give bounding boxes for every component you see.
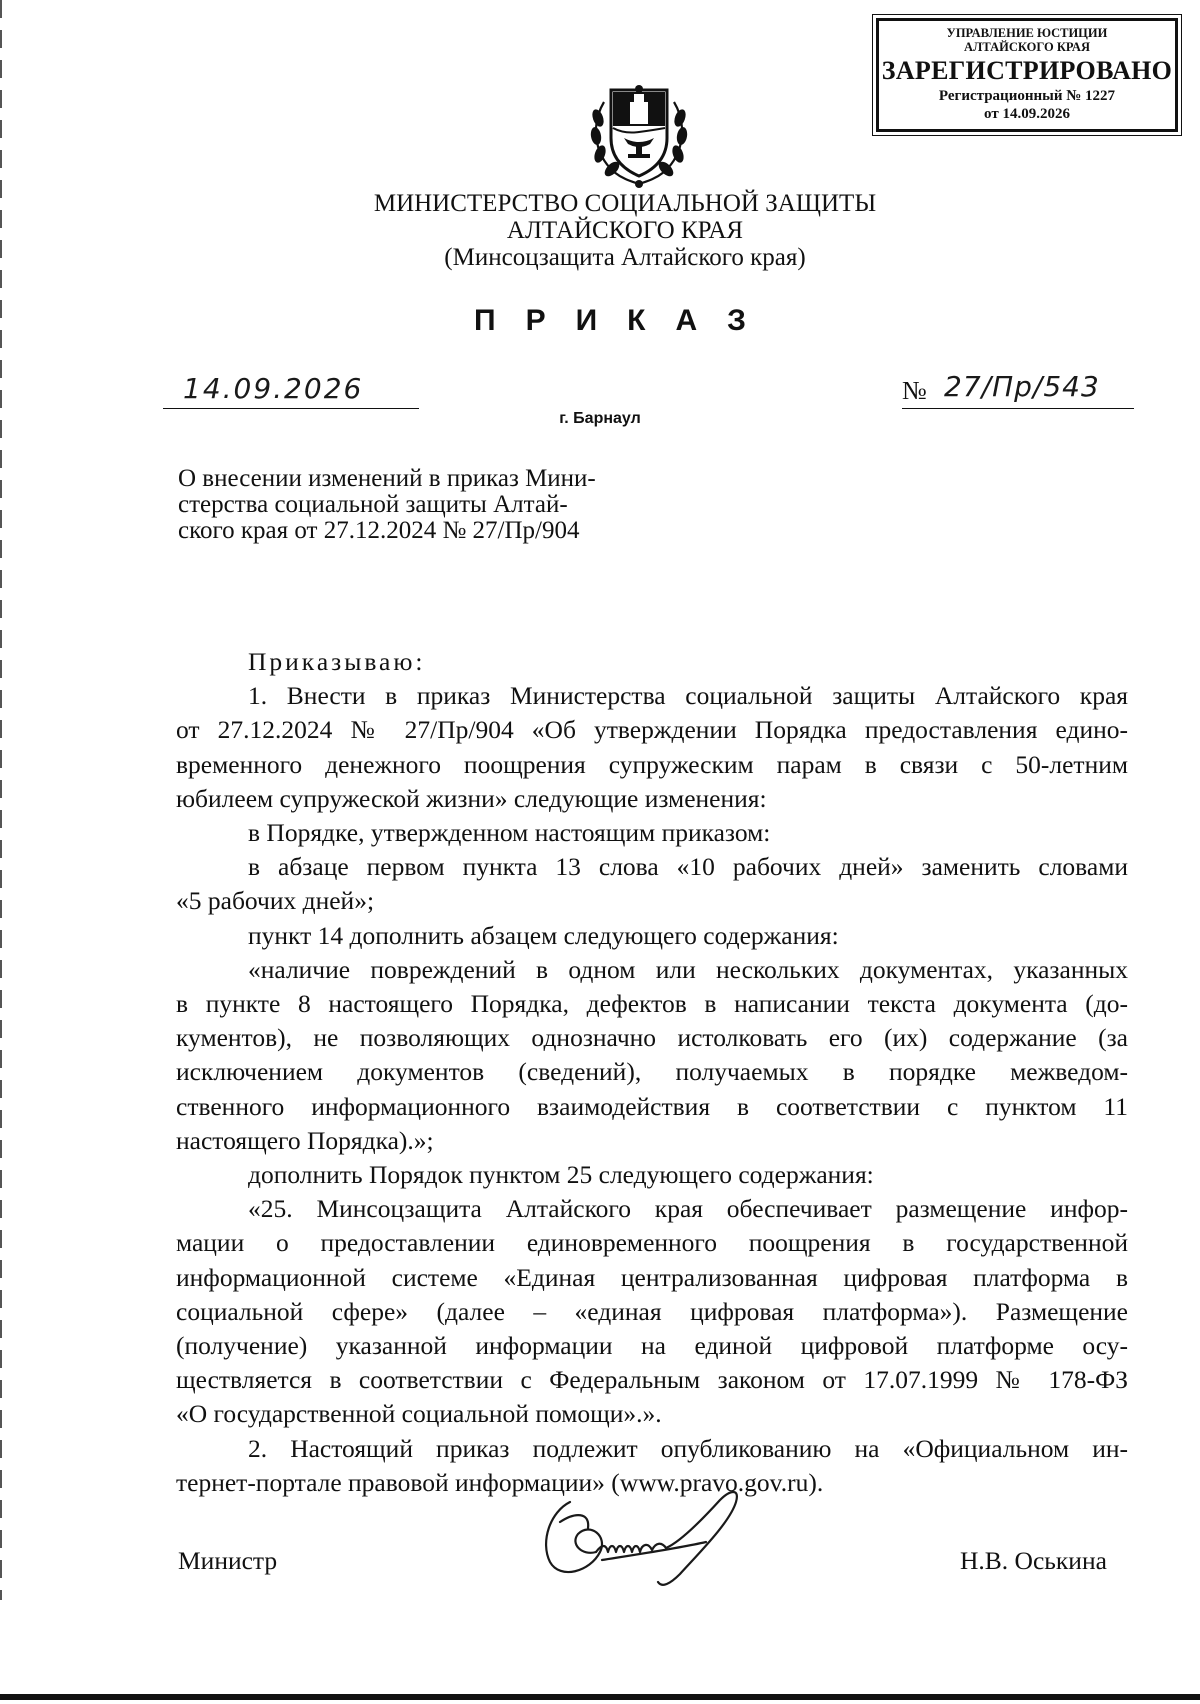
order-number-handwritten: 27/Пр/543 bbox=[944, 370, 1100, 403]
signatory-title: Министр bbox=[178, 1546, 278, 1575]
body-line: информационной системе «Единая централизованная цифровая платформа в bbox=[176, 1262, 1128, 1292]
order-date-handwritten: 14.09.2026 bbox=[183, 372, 364, 405]
order-number-field bbox=[902, 370, 1134, 409]
body-line: пункт 14 дополнить абзацем следующего содержания: bbox=[248, 920, 839, 950]
scan-edge-left bbox=[0, 0, 2, 1600]
stamp-reg-date: от 14.09.2026 bbox=[984, 106, 1070, 122]
body-line: в пункте 8 настоящего Порядка, дефектов в написании текста документа (до- bbox=[176, 989, 1128, 1019]
city-line: г. Барнаул bbox=[559, 410, 641, 427]
body-line: ственного информационного взаимодействия в соответствии с пунктом 11 bbox=[176, 1091, 1128, 1121]
number-sign: № bbox=[902, 376, 927, 405]
body-line: временного денежного поощрения супружеским парам в связи с 50-летним bbox=[176, 749, 1128, 779]
scan-edge-bottom bbox=[0, 1694, 1200, 1700]
body-line: 2. Настоящий приказ подлежит опубликованию на «Официальном ин- bbox=[248, 1433, 1128, 1463]
body-line: «5 рабочих дней»; bbox=[176, 886, 375, 916]
ministry-short-name: (Минсоцзащита Алтайского края) bbox=[444, 244, 806, 271]
body-line: «25. Минсоцзащита Алтайского края обеспечивает размещение инфор- bbox=[248, 1194, 1128, 1224]
body-line: настоящего Порядка).»; bbox=[176, 1125, 434, 1155]
order-subject bbox=[178, 466, 642, 544]
body-line: тернет-портале правовой информации» (www.pravo.gov.ru). bbox=[176, 1467, 824, 1497]
stamp-reg-number: Регистрационный № 1227 bbox=[938, 88, 1116, 104]
body-line: 1. Внести в приказ Министерства социальной защиты Алтайского края bbox=[248, 681, 1128, 711]
body-line: мации о предоставлении единовременного поощрения в государственной bbox=[176, 1228, 1128, 1258]
registration-stamp bbox=[876, 18, 1178, 132]
handwritten-signature-icon bbox=[530, 1482, 790, 1592]
body-line: исключением документов (сведений), получаемых в порядке межведом- bbox=[176, 1057, 1128, 1087]
order-date-field bbox=[163, 374, 419, 409]
body-line: «наличие повреждений в одном или нескольких документах, указанных bbox=[248, 954, 1128, 984]
signatory-name: Н.В. Оськина bbox=[960, 1546, 1107, 1575]
body-line: Приказываю: bbox=[248, 647, 426, 676]
subject-line: ского края от 27.12.2024 № 27/Пр/904 bbox=[178, 517, 580, 544]
body-line: дополнить Порядок пунктом 25 следующего содержания: bbox=[248, 1160, 874, 1190]
body-line: от 27.12.2024 № 27/Пр/904 «Об утверждении Порядка предоставления едино- bbox=[176, 715, 1128, 745]
body-line: в Порядке, утвержденном настоящим приказом: bbox=[248, 818, 771, 848]
body-line: кументов), не позволяющих однозначно истолковать его (их) содержание (за bbox=[176, 1023, 1128, 1053]
stamp-org-line2: АЛТАЙСКОГО КРАЯ bbox=[964, 40, 1090, 54]
body-line: «О государственной социальной помощи».». bbox=[176, 1399, 662, 1429]
ministry-name-line1: МИНИСТЕРСТВО СОЦИАЛЬНОЙ ЗАЩИТЫ bbox=[373, 190, 877, 217]
document-type-title: ПРИКАЗ bbox=[474, 304, 776, 337]
body-line: в абзаце первом пункта 13 слова «10 рабочих дней» заменить словами bbox=[248, 852, 1128, 882]
stamp-status: ЗАРЕГИСТРИРОВАНО bbox=[881, 56, 1173, 85]
body-line: (получение) указанной информации на единой цифровой платформе осу- bbox=[176, 1331, 1128, 1361]
stamp-org-line1: УПРАВЛЕНИЕ ЮСТИЦИИ bbox=[946, 26, 1108, 40]
altai-krai-coat-of-arms-icon bbox=[584, 72, 694, 190]
ministry-header bbox=[350, 190, 900, 271]
body-line: ществляется в соответствии с Федеральным законом от 17.07.1999 № 178-ФЗ bbox=[176, 1365, 1128, 1395]
body-line: социальной сфере» (далее – «единая цифровая платформа»). Размещение bbox=[176, 1296, 1128, 1326]
order-body bbox=[176, 645, 1128, 1500]
ministry-name-line2: АЛТАЙСКОГО КРАЯ bbox=[506, 217, 744, 244]
body-line: юбилеем супружеской жизни» следующие изменения: bbox=[176, 783, 767, 813]
subject-line: О внесении изменений в приказ Мини- bbox=[178, 465, 596, 492]
subject-line: стерства социальной защиты Алтай- bbox=[178, 491, 568, 518]
